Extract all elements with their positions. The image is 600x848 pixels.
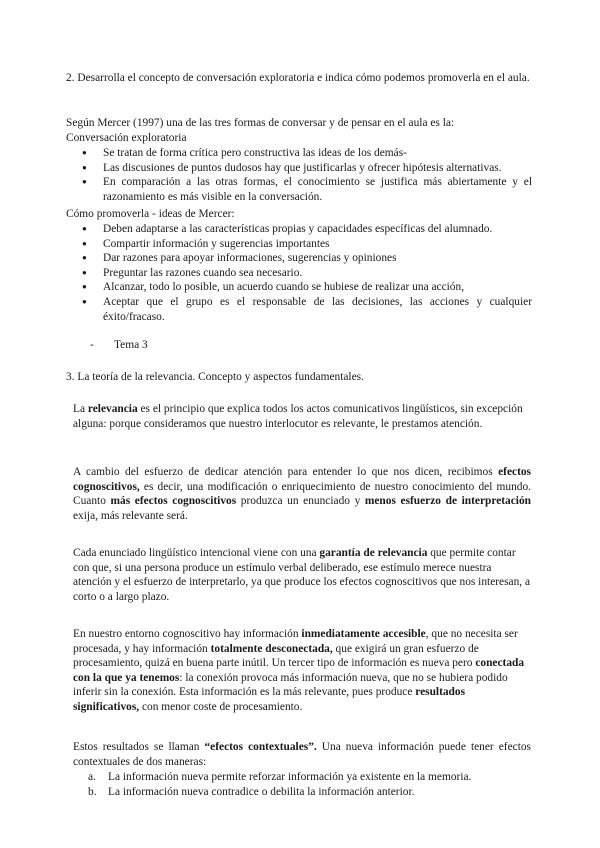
list-item: ● Alcanzar, todo lo posible, un acuerdo cuando se hubiese de realizar una acción, <box>77 280 532 295</box>
q2-intro: Según Mercer (1997) una de las tres formas de conversar y de pensar en el aula es la: <box>66 117 455 129</box>
paragraph-efectos-cognoscitivos: A cambio del esfuerzo de dedicar atención para entender lo que nos dicen, recibimos efectos cognoscitivos, es decir, una modificación o enriquecimiento de nuestro conocimiento del mundo. Cuanto más efectos cognoscitivos produzca un enunciado y menos esfuerzo de interpretación exija, más relevante será. <box>73 466 531 522</box>
list-item: ● Se tratan de forma crítica pero constructiva las ideas de los demás- <box>77 146 532 161</box>
paragraph-relevancia: La relevancia es el principio que explica todos los actos comunicativos lingüísticos, sin excepción alguna: porque consideramos que nuestro interlocutor es relevante, le prestamos atención. <box>73 403 523 430</box>
list-item: b. La información nueva contradice o debilita la información anterior. <box>88 785 415 798</box>
paragraph-efectos-contextuales: Estos resultados se llaman “efectos contextuales”. Una nueva información puede tener efectos contextuales de dos maneras: <box>73 741 531 768</box>
lettered-list <box>83 770 538 799</box>
list-item: ● Aceptar que el grupo es el responsable de las decisiones, las acciones y cualquier éxito/fracaso. <box>77 295 532 324</box>
bullet-list-promover <box>77 222 532 324</box>
list-item: ● Preguntar las razones cuando sea necesario. <box>77 266 532 281</box>
heading-como-promoverla: Cómo promoverla - ideas de Mercer: <box>66 208 235 220</box>
heading-conversacion-exploratoria: Conversación exploratoria <box>66 132 187 144</box>
tema-label: Tema 3 <box>114 339 148 351</box>
list-item: ● Las discusiones de puntos dudosos hay que justificarlas y ofrecer hipótesis alternativas. <box>77 161 532 176</box>
dash-marker: - <box>90 339 94 351</box>
list-item: a. La información nueva permite reforzar información ya existente en la memoria. <box>88 771 472 783</box>
list-item: ● Deben adaptarse a las características propias y capacidades específicas del alumnado. <box>77 222 532 237</box>
bullet-list-exploratoria <box>77 146 532 204</box>
list-item: ● En comparación a las otras formas, el conocimiento se justifica más abiertamente y el razonamiento es más visible en la conversación. <box>77 175 532 204</box>
paragraph-garantia-relevancia: Cada enunciado lingüístico intencional viene con una garantía de relevancia que permite contar con que, si una persona produce un estímulo verbal deliberado, ese estímulo merece nuestra atención y el esfuerzo de interpretarlo, ya que produce los efectos cognoscitivos que nos interesan, a corto o a largo plazo. <box>73 547 531 603</box>
question-2: 2. Desarrolla el concepto de conversación exploratoria e indica cómo podemos promoverla en el aula. <box>66 72 530 84</box>
tema-heading <box>90 338 390 353</box>
list-item: ● Dar razones para apoyar informaciones, sugerencias y opiniones <box>77 251 532 266</box>
question-3: 3. La teoría de la relevancia. Concepto y aspectos fundamentales. <box>66 371 364 383</box>
paragraph-entorno-cognoscitivo: En nuestro entorno cognoscitivo hay información inmediatamente accesible, que no necesita ser procesada, y hay información totalmente desconectada, que exigirá un gran esfuerzo de procesamiento, quizá en buena parte inútil. Un tercer tipo de información es nueva pero conectada con la que ya tenemos: la conexión provoca más información nueva, que no se hubiera podido inferir sin la conexión. Esta información es la más relevante, pues produce resultados significativos, con menor coste de procesamiento. <box>73 628 525 713</box>
list-item: ● Compartir información y sugerencias importantes <box>77 237 532 252</box>
